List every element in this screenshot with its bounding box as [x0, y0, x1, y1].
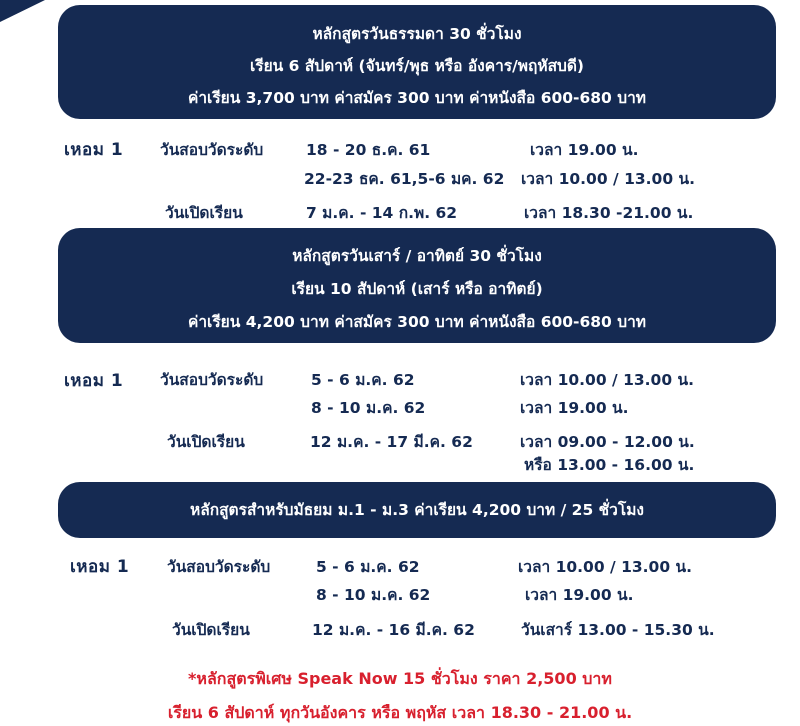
special-course-schedule: เรียน 6 สัปดาห์ ทุกวันอังคาร หรือ พฤหัส เวลา 18.30 - 21.00 น. [167, 703, 633, 722]
open-date: 12 ม.ค. - 16 มี.ค. 62 [312, 621, 475, 639]
exam-date: 8 - 10 ม.ค. 62 [316, 586, 431, 604]
course-banner-weekday [58, 5, 776, 119]
open-date: 12 ม.ค. - 17 มี.ค. 62 [310, 433, 473, 451]
exam-label: วันสอบวัดระดับ [160, 141, 264, 159]
exam-date: 18 - 20 ธ.ค. 61 [306, 141, 431, 159]
open-time: เวลา 18.30 -21.00 น. [524, 204, 694, 222]
exam-label: วันสอบวัดระดับ [160, 371, 264, 389]
banner-fees: ค่าเรียน 3,700 บาท ค่าสมัคร 300 บาท ค่าหนังสือ 600-680 บาท [187, 89, 646, 107]
course-banner-weekend [58, 228, 776, 343]
exam-time: เวลา 10.00 / 13.00 น. [518, 558, 692, 576]
special-course-title: *หลักสูตรพิเศษ Speak Now 15 ชั่วโมง ราคา 2,500 บาท [188, 669, 612, 688]
exam-time: เวลา 10.00 / 13.00 น. [520, 371, 694, 389]
exam-time: เวลา 10.00 / 13.00 น. [521, 170, 695, 188]
exam-time: เวลา 19.00 น. [530, 141, 639, 159]
term-label: เหอม 1 [64, 371, 124, 391]
term-label: เหอม 1 [64, 140, 124, 160]
exam-date: 5 - 6 ม.ค. 62 [311, 371, 415, 389]
exam-time: เวลา 19.00 น. [520, 399, 629, 417]
corner-decoration [0, 0, 45, 22]
open-date: 7 ม.ค. - 14 ก.พ. 62 [306, 204, 458, 222]
banner-duration: เรียน 6 สัปดาห์ (จันทร์/พุธ หรือ อังคาร/พฤหัสบดี) [249, 57, 585, 75]
exam-date: 5 - 6 ม.ค. 62 [316, 558, 420, 576]
open-time: วันเสาร์ 13.00 - 15.30 น. [521, 621, 715, 639]
term-label: เหอม 1 [70, 557, 130, 577]
banner-fees: ค่าเรียน 4,200 บาท ค่าสมัคร 300 บาท ค่าหนังสือ 600-680 บาท [187, 313, 646, 331]
open-label: วันเปิดเรียน [165, 204, 243, 222]
banner-duration: เรียน 10 สัปดาห์ (เสาร์ หรือ อาทิตย์) [291, 280, 543, 298]
course-banner-secondary [58, 482, 776, 538]
open-label: วันเปิดเรียน [167, 433, 245, 451]
exam-date: 8 - 10 ม.ค. 62 [311, 399, 426, 417]
exam-label: วันสอบวัดระดับ [167, 558, 271, 576]
open-time-alt: หรือ 13.00 - 16.00 น. [524, 456, 695, 474]
banner-title: หลักสูตรวันเสาร์ / อาทิตย์ 30 ชั่วโมง [292, 247, 542, 265]
banner-title: หลักสูตรวันธรรมดา 30 ชั่วโมง [312, 25, 522, 43]
open-time: เวลา 09.00 - 12.00 น. [520, 433, 695, 451]
banner-title: หลักสูตรสำหรับมัธยม ม.1 - ม.3 ค่าเรียน 4,200 บาท / 25 ชั่วโมง [190, 501, 644, 519]
exam-date: 22-23 ธค. 61,5-6 มค. 62 [304, 170, 505, 188]
exam-time: เวลา 19.00 น. [525, 586, 634, 604]
open-label: วันเปิดเรียน [172, 621, 250, 639]
